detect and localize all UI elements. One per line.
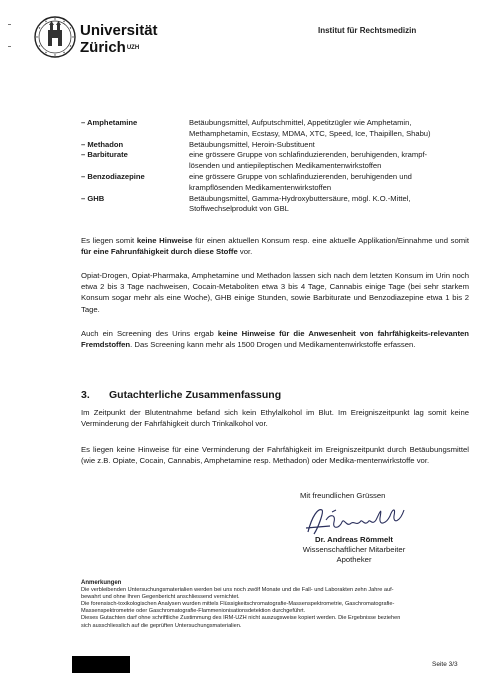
substance-description — [189, 140, 471, 151]
substance-name: – Benzodiazepine — [81, 171, 145, 181]
substance-name: – Amphetamine — [81, 118, 138, 127]
university-line2: Zürich — [80, 39, 126, 56]
signer-title: Apotheker — [336, 555, 372, 564]
notes-title: Anmerkungen — [81, 580, 122, 586]
notes-line: bewahrt und ohne Ihren Gegenbericht anschliessend vernichtet. — [81, 594, 240, 601]
substance-row — [81, 172, 471, 194]
description-line: lösenden und antiepileptischen Medikamentenwirkstoffen — [189, 161, 382, 171]
substance-description — [189, 118, 471, 140]
substance-row — [81, 150, 471, 172]
university-name — [80, 22, 158, 56]
description-line: Betäubungsmittel, Aufputschmittel, Appetitzügler wie Amphetamin, — [189, 118, 412, 127]
description-line: Betäubungsmittel, Heroin-Substituent — [189, 139, 315, 149]
signer-role: Wissenschaftlicher Mitarbeiter — [302, 545, 406, 554]
university-suffix: UZH — [126, 45, 140, 51]
margin-mark — [8, 46, 11, 47]
substance-name: – GHB — [81, 193, 105, 203]
paragraph-no-indication: Es liegen somit keine Hinweise für einen aktuellen Konsum resp. eine aktuelle Applikation/Einnahme und somit für eine Fahrunfähigkeit durch diese Stoffe vor. — [81, 236, 469, 257]
page-number: Seite 3/3 — [432, 661, 458, 668]
substance-description — [189, 172, 471, 194]
substance-description — [189, 150, 471, 172]
substance-name: – Barbiturate — [81, 150, 128, 160]
description-line: eine grössere Gruppe von schlafinduzierenden, beruhigenden und — [189, 171, 412, 181]
notes-line: Massenspektrometrie oder Gaschromatografie-Flammenionisationsdetektion durchgeführt. — [81, 608, 306, 615]
substance-description — [189, 194, 471, 216]
description-line: Stoffwechselprodukt von GBL — [189, 204, 289, 214]
closing-greeting: Mit freundlichen Grüssen — [300, 491, 386, 500]
margin-mark — [8, 24, 11, 25]
paragraph-narcotics-summary: Es liegen keine Hinweise für eine Verminderung der Fahrfähigkeit im Ereigniszeitpunkt durch Betäubungsmittel (wie z.B. Opiate, Cocain, Cannabis, Amphetamine resp. Methadon) oder Medika-mentenwirkstoffe vor. — [81, 445, 469, 466]
paragraph-urine-screening: Auch ein Screening des Urins ergab keine Hinweise für die Anwesenheit von fahrfähigkeits-relevanten Fremdstoffen. Das Screening kann mehr als 1500 Drogen und Medikamentenwirkstoffe erfassen. — [81, 329, 469, 350]
redaction-bar — [72, 656, 130, 673]
notes-line: Die forensisch-toxikologischen Analysen wurden mittels Flüssigkeitschromatografie-Massenspektrometrie, Gaschromatografie- — [81, 601, 395, 608]
notes-line: sich ausschliesslich auf die geprüften Untersuchungsmaterialien. — [81, 622, 242, 629]
notes-line: Die verbleibenden Untersuchungsmaterialien werden bei uns noch zwölf Monate und die Fall- und Laborakten zehn Jahre auf- — [81, 587, 394, 594]
description-line: eine grössere Gruppe von schlafinduzierenden, beruhigenden, krampf- — [189, 150, 428, 160]
description-line: Betäubungsmittel, Gamma-Hydroxybuttersäure, mögl. K.O.-Mittel, — [189, 193, 411, 203]
substance-row — [81, 140, 471, 151]
description-line: Methamphetamin, Ecstasy, MDMA, XTC, Speed, Ice, Thaipillen, Shabu) — [189, 128, 431, 138]
substance-row — [81, 118, 471, 140]
university-seal-logo — [34, 16, 76, 58]
section-heading — [81, 389, 281, 401]
section-number: 3. — [81, 389, 90, 401]
notes-block — [81, 580, 465, 630]
paragraph-alcohol: Im Zeitpunkt der Blutentnahme befand sich kein Ethylalkohol im Blut. Im Ereigniszeitpunkt lag somit keine Verminderung der Fahrfähigkeit durch Trinkalkohol vor. — [81, 408, 469, 429]
section-title: Gutachterliche Zusammenfassung — [109, 389, 282, 401]
substance-name: – Methadon — [81, 139, 124, 149]
paragraph-detection-windows: Opiat-Drogen, Opiat-Pharmaka, Amphetamine und Methadon lassen sich nach dem letzten Konsum im Urin noch etwa 2 bis 3 Tage nachweisen, Cocain-Metaboliten etwa 3 bis 4 Tage, Cannabis einige Tage (bei sehr starkem Konsum sogar mehr als eine Woche), GHB einige Stunden, sowie Barbiturate und Benzodiazepine etwa 1 bis 2 Tage. — [81, 271, 469, 314]
substance-table — [81, 118, 471, 215]
university-line1: Universität — [80, 22, 158, 39]
signer-name: Dr. Andreas Römmelt — [315, 535, 393, 544]
notes-line: Dieses Gutachten darf ohne schriftliche Zustimmung des IRM-UZH nicht auszugsweise kopiert werden. Die Ergebnisse beziehen — [81, 615, 401, 622]
description-line: krampflösenden Medikamentenwirkstoffen — [189, 182, 332, 192]
substance-row — [81, 194, 471, 216]
signer-block — [296, 535, 412, 565]
institute-name: Institut für Rechtsmedizin — [318, 26, 417, 35]
